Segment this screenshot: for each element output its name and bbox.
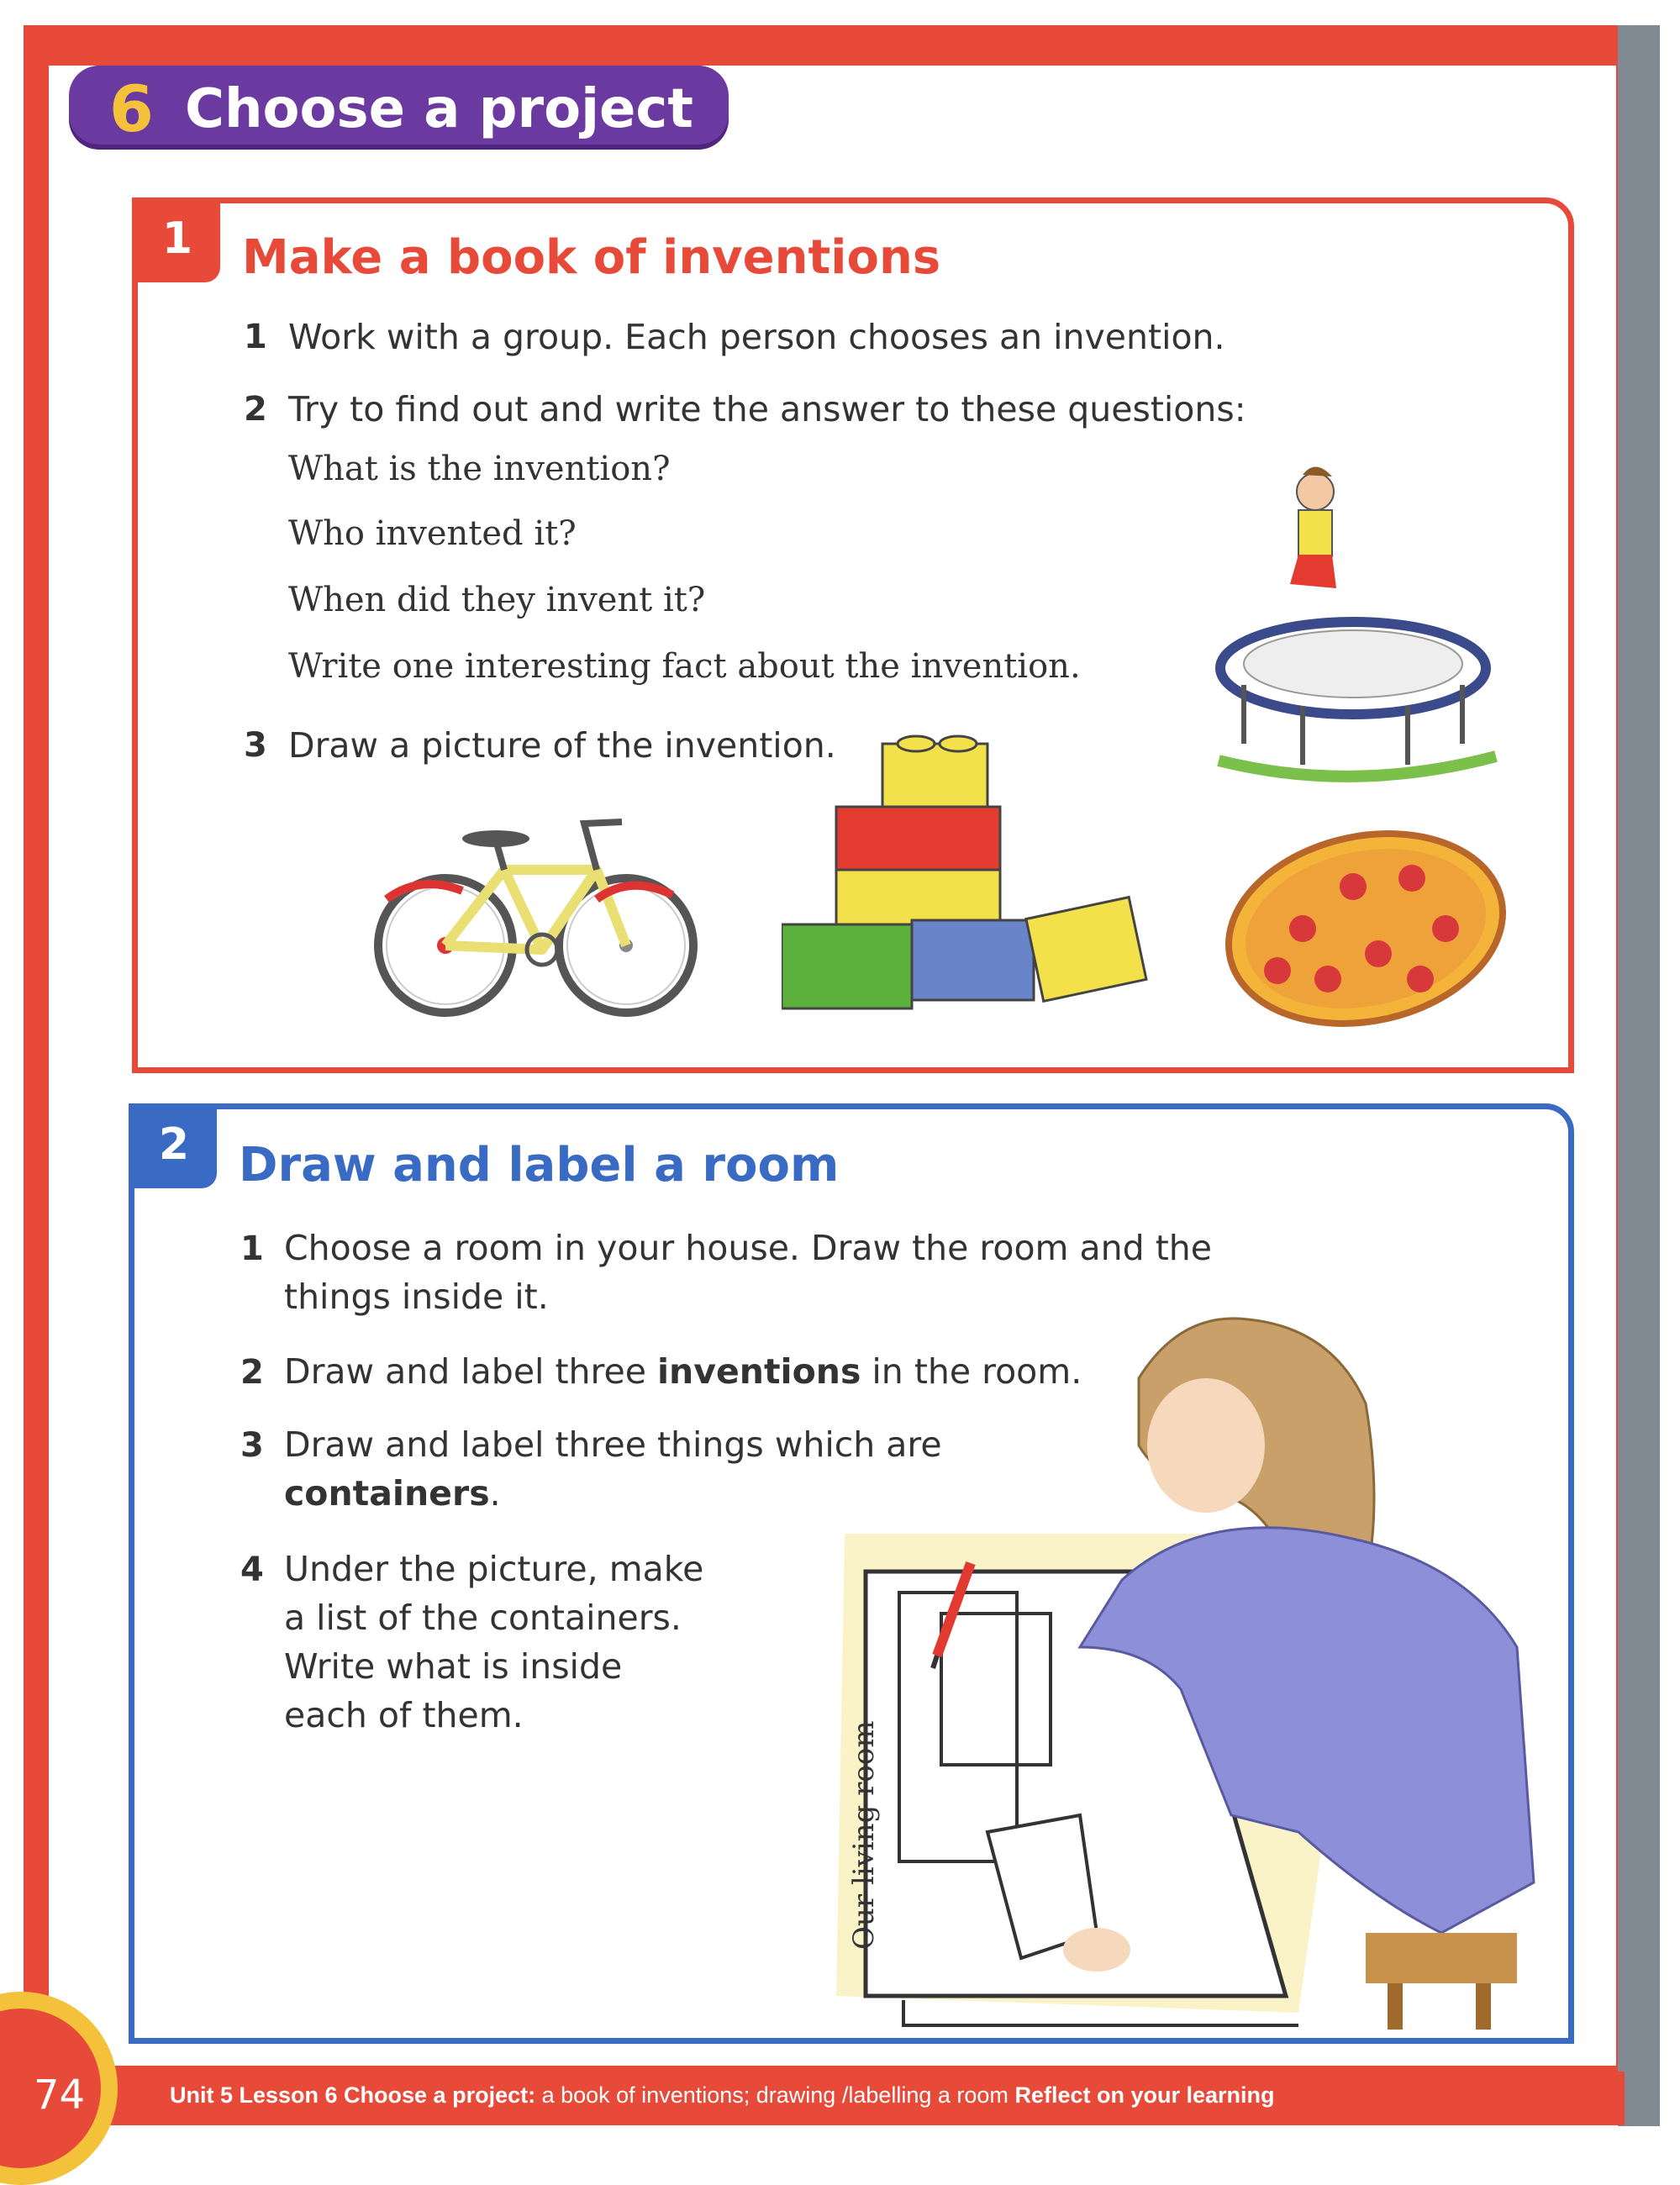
question: Write one interesting fact about the invention. (288, 647, 1081, 686)
step-text: each of them. (284, 1695, 524, 1735)
trampoline-and-pizza-illustration (1210, 458, 1513, 1029)
section-number: 6 (109, 71, 154, 146)
bicycle-illustration (370, 807, 706, 1025)
step-text: Draw and label three things which are (284, 1424, 942, 1465)
step-text: Draw and label three inventions in the room. (284, 1351, 1082, 1392)
step-text: things inside it. (284, 1277, 549, 1317)
step-text: Choose a room in your house. Draw the room and the (284, 1228, 1212, 1268)
step-text: a list of the containers. (284, 1598, 682, 1638)
step-text: Draw a picture of the invention. (288, 725, 836, 766)
step-number: 1 (244, 318, 267, 356)
project-1-title: Make a book of inventions (242, 230, 941, 285)
step-text: Under the picture, make (284, 1549, 704, 1589)
step-text: Write what is inside (284, 1646, 623, 1687)
step-number: 2 (244, 390, 267, 429)
step-text: Work with a group. Each person chooses an invention. (288, 317, 1225, 357)
project-2-tab: 2 (131, 1106, 217, 1188)
step-number: 2 (240, 1353, 264, 1392)
question: What is the invention? (288, 450, 671, 488)
drawing-label: Our living room (847, 1720, 881, 1950)
step-number: 3 (244, 726, 267, 765)
page-number: 74 (34, 2072, 86, 2119)
page-edge (1618, 25, 1660, 2126)
step-text: containers. (284, 1473, 501, 1514)
project-1-tab: 1 (134, 200, 220, 282)
section-title: Choose a project (185, 78, 693, 140)
footer-text: Unit 5 Lesson 6 Choose a project: a book of inventions; drawing /labelling a room Reflect on your learning (170, 2082, 1275, 2108)
girl-drawing-illustration (828, 1294, 1559, 2030)
step-number: 3 (240, 1426, 264, 1465)
step-number: 1 (240, 1229, 264, 1268)
project-2-title: Draw and label a room (239, 1138, 840, 1193)
step-text: Try to find out and write the answer to these questions: (288, 389, 1246, 429)
building-blocks-illustration (782, 731, 1168, 1017)
question: When did they invent it? (288, 581, 706, 619)
step-number: 4 (240, 1551, 264, 1589)
question: Who invented it? (288, 514, 577, 553)
